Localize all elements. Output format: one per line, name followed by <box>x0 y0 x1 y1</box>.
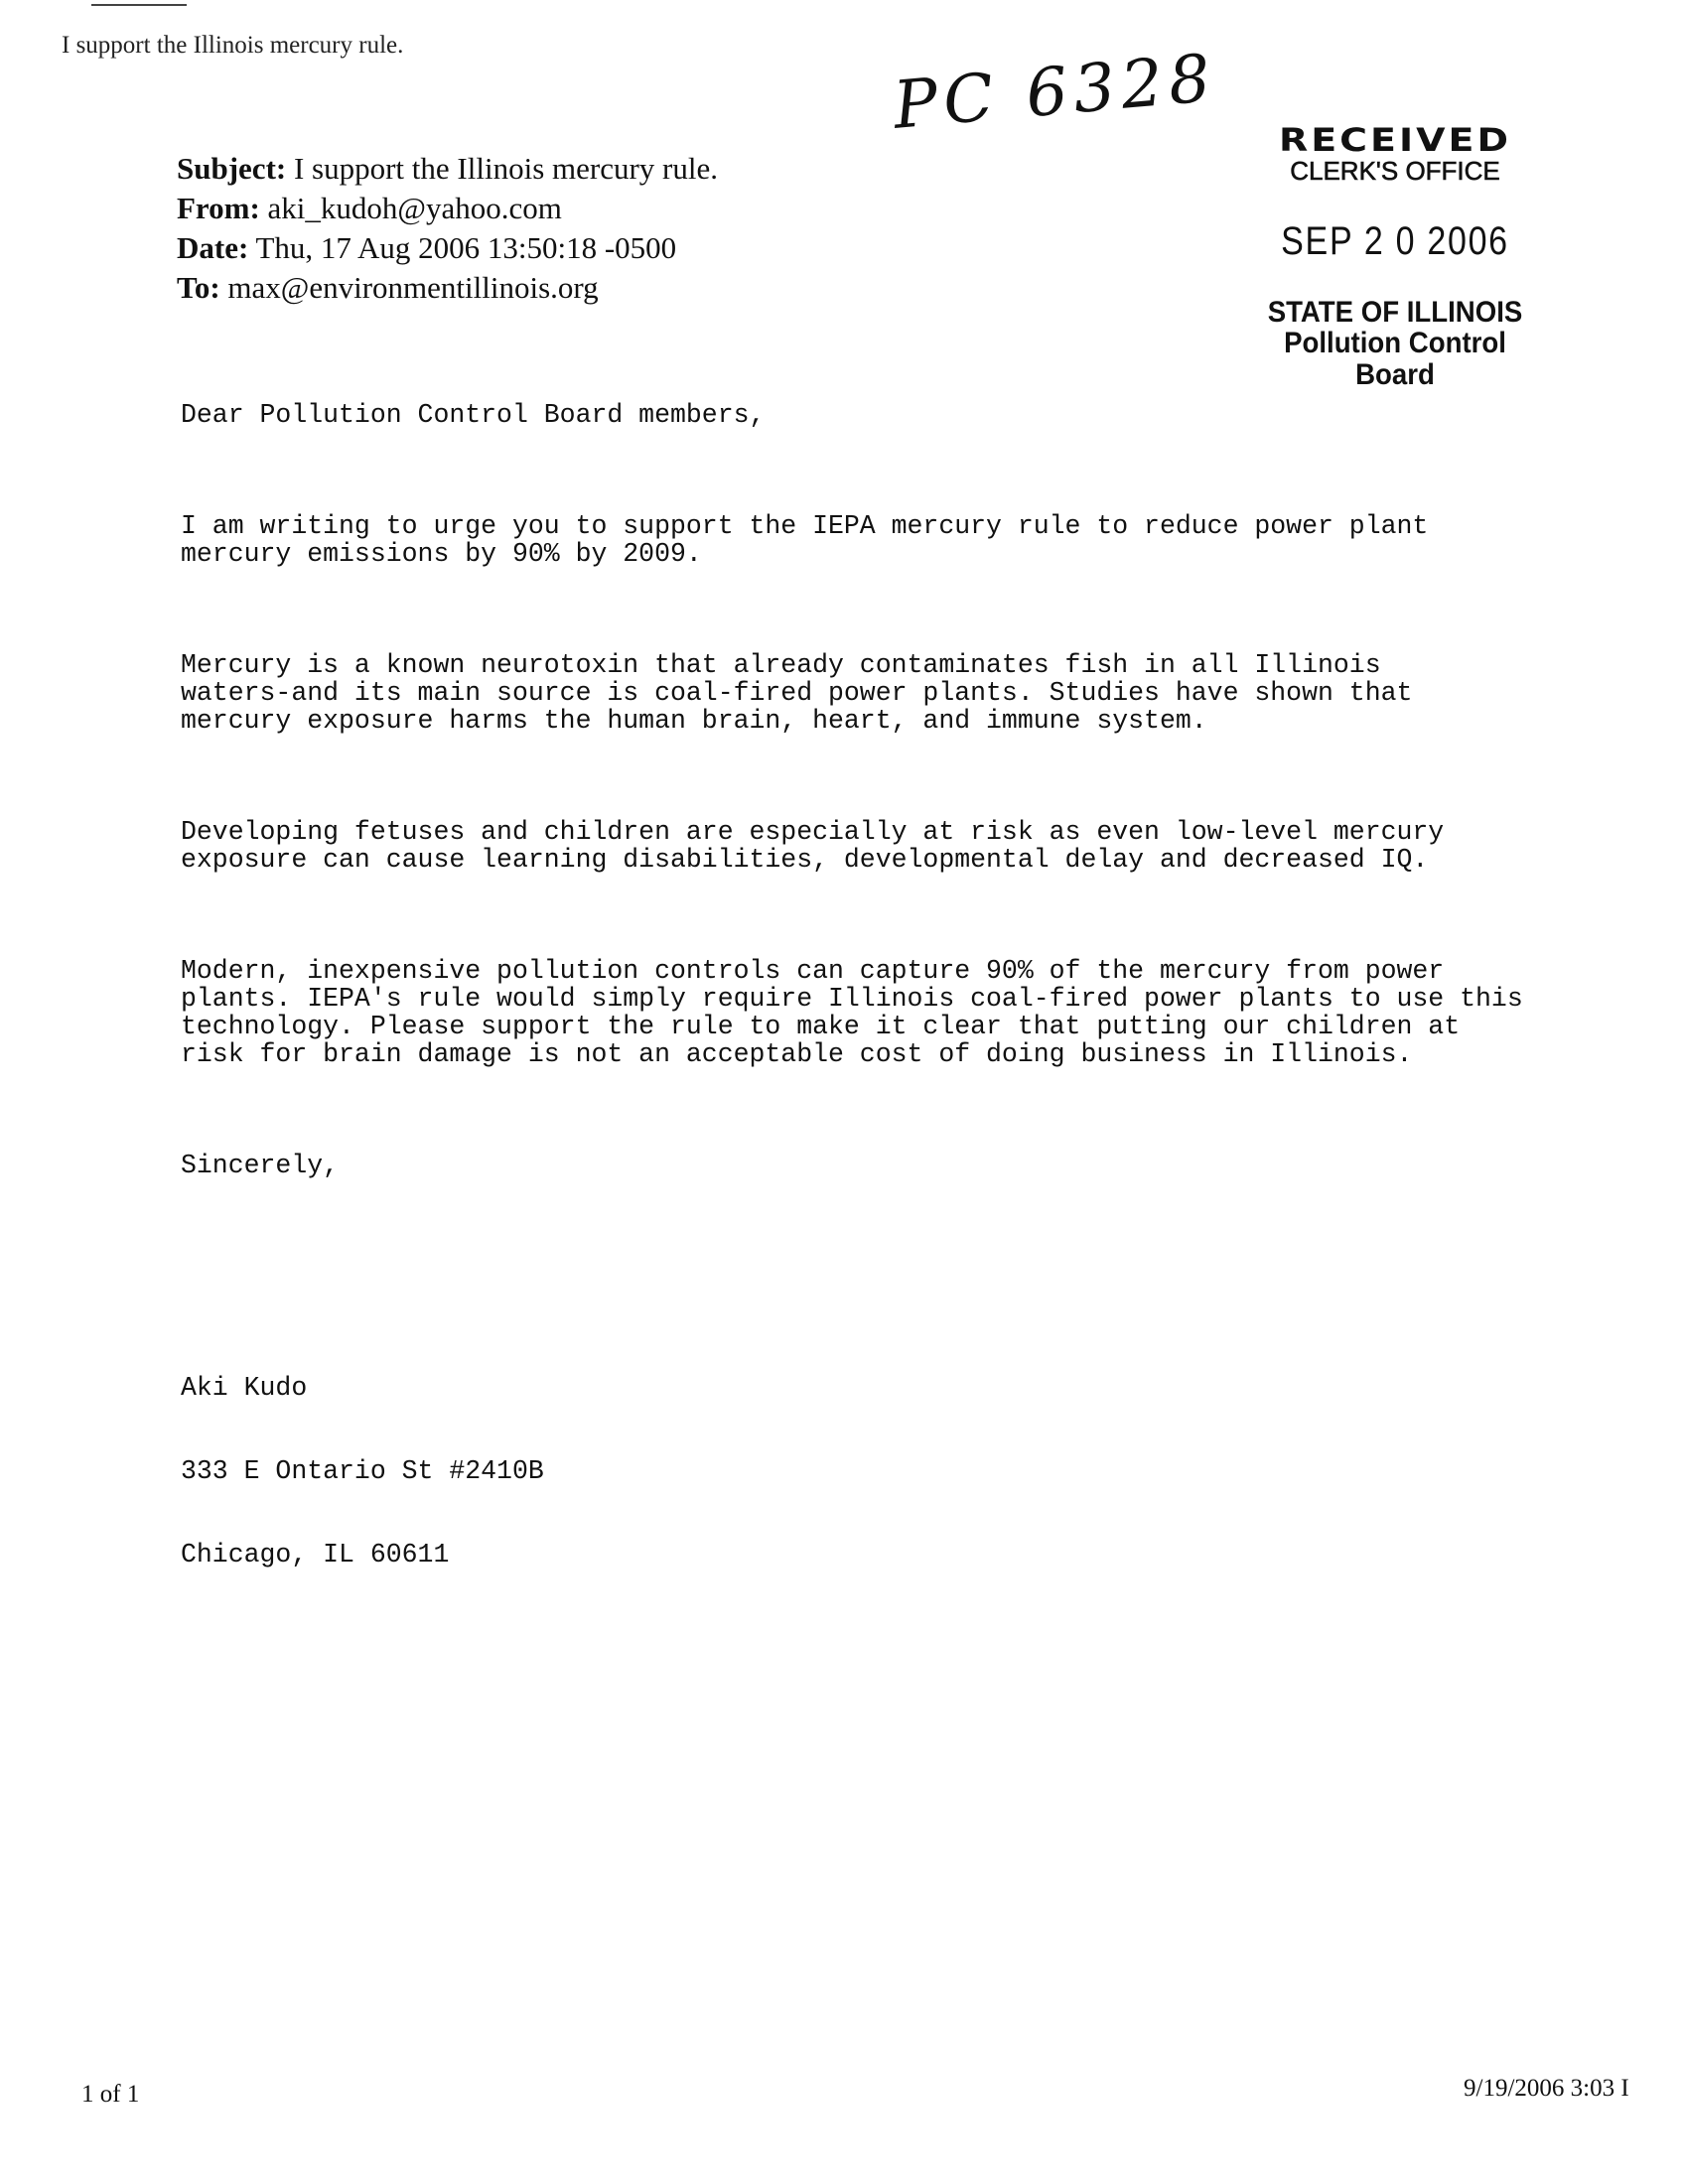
signature-address: 333 E Ontario St #2410B <box>181 1456 544 1486</box>
stamp-date: SEP 2 0 2006 <box>1281 218 1509 263</box>
signature-name: Aki Kudo <box>181 1373 308 1403</box>
print-timestamp: 9/19/2006 3:03 I <box>1464 2075 1629 2102</box>
paragraph: Mercury is a known neurotoxin that already contaminates fish in all Illinois waters-and its main source is coal-fired power plants. Studies have shown that mercury exposure harms the human brain, heart, and immune system. <box>181 650 1413 736</box>
stamp-received: RECEIVED <box>1278 121 1512 159</box>
header-label: To: <box>177 270 220 305</box>
top-rule <box>91 4 187 6</box>
header-value: max@environmentillinois.org <box>227 270 599 305</box>
email-headers <box>177 149 718 308</box>
paragraph: I am writing to urge you to support the IEPA mercury rule to reduce power plant mercury emissions by 90% by 2009. <box>181 511 1429 569</box>
header-value: I support the Illinois mercury rule. <box>293 151 718 186</box>
stamp-board: Pollution Control Board <box>1284 327 1506 391</box>
header-value: Thu, 17 Aug 2006 13:50:18 -0500 <box>255 230 677 265</box>
header-date <box>177 228 718 268</box>
handwritten-mark: PC 6328 <box>890 39 1219 144</box>
closing: Sincerely, <box>181 1151 340 1180</box>
header-label: From: <box>177 191 260 225</box>
header-label: Subject: <box>177 151 287 186</box>
page-title: I support the Illinois mercury rule. <box>62 32 404 59</box>
paragraph: Developing fetuses and children are especially at risk as even low-level mercury exposure can cause learning disabilities, developmental delay and decreased IQ. <box>181 817 1445 875</box>
signature-city: Chicago, IL 60611 <box>181 1540 450 1570</box>
header-from <box>177 189 718 228</box>
salutation: Dear Pollution Control Board members, <box>181 400 766 430</box>
header-value: aki_kudoh@yahoo.com <box>267 191 562 225</box>
paragraph: Modern, inexpensive pollution controls can capture 90% of the mercury from power plants. IEPA's rule would simply require Illinois coal-fired power plants to use this technology. Please support the rule to make it clear that putting our children at risk for brain damage is not an acceptable cost of doing business in Illinois. <box>181 956 1523 1069</box>
letter-body <box>181 345 1591 1596</box>
stamp-state: STATE OF ILLINOIS <box>1267 295 1523 329</box>
header-label: Date: <box>177 230 249 265</box>
header-to <box>177 268 718 308</box>
stamp-office: CLERK'S OFFICE <box>1290 156 1500 186</box>
header-subject <box>177 149 718 189</box>
page-number: 1 of 1 <box>81 2081 140 2108</box>
signature-space <box>181 1235 1591 1318</box>
